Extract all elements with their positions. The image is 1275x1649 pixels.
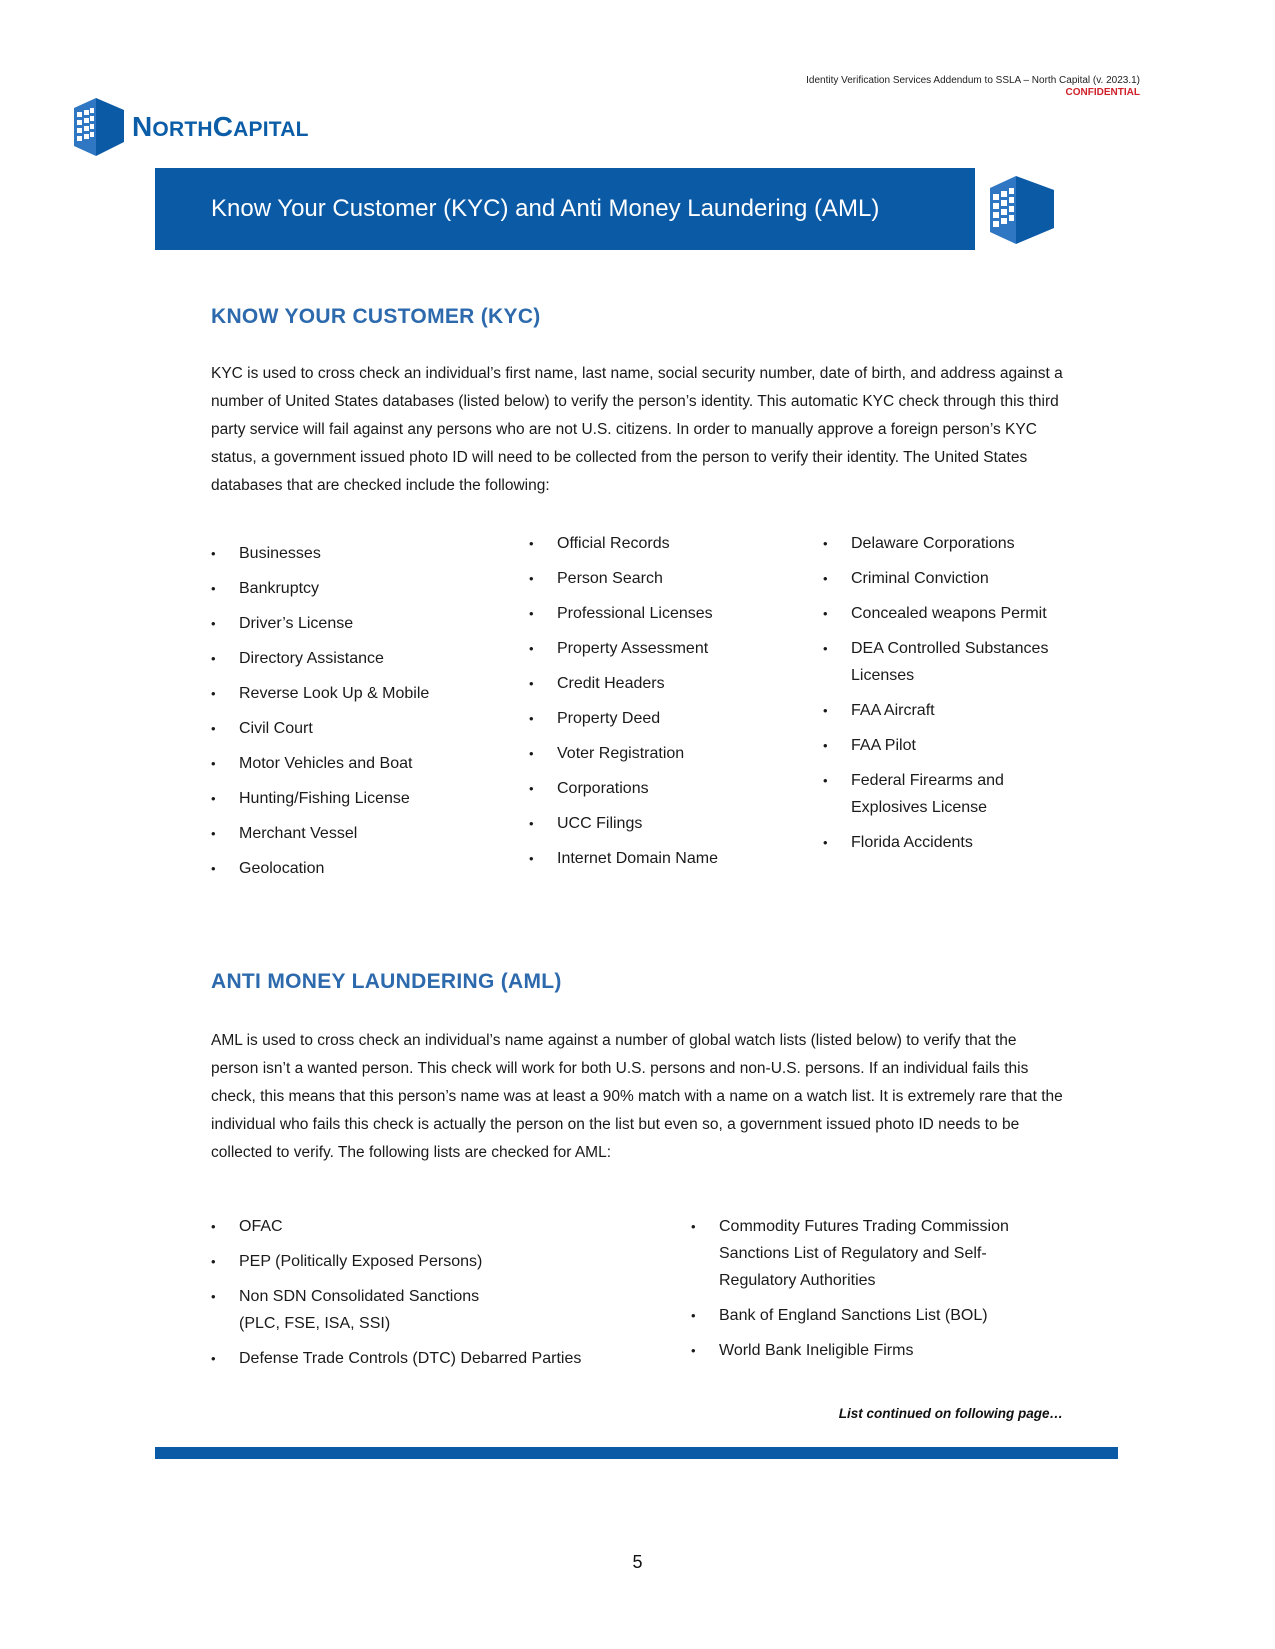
banner-title: Know Your Customer (KYC) and Anti Money Laundering (AML) (211, 195, 880, 222)
list-item: • Defense Trade Controls (DTC) Debarred Parties (211, 1345, 591, 1372)
list-item: • Commodity Futures Trading Commission Sanctions List of Regulatory and Self-Regulatory Authorities (691, 1213, 1011, 1294)
list-item: • Driver’s License (211, 610, 501, 637)
list-item: • OFAC (211, 1213, 591, 1240)
list-item: • Bankruptcy (211, 575, 501, 602)
footer-bar (155, 1447, 1118, 1459)
continued-note: List continued on following page… (838, 1406, 1063, 1421)
list-item: • Directory Assistance (211, 645, 501, 672)
aml-paragraph: AML is used to cross check an individual’s name against a number of global watch lists (listed below) to verify that the person isn’t a wanted person. This check will work for both U.S. persons and non-U.S. persons. If an individual fails this check, this means that this person’s name was at least a 90% match with a name on a watch list. It is extremely rare that the individual who fails this check is actually the person on the list but even so, a government issued photo ID needs to be collected to verify. The following lists are checked for AML: (211, 1032, 1063, 1161)
list-item: • Merchant Vessel (211, 820, 501, 847)
list-item: • Property Assessment (529, 635, 799, 662)
aml-list-col2 (691, 1213, 1011, 1372)
list-item: • Person Search (529, 565, 799, 592)
building-logo-icon (74, 98, 124, 156)
list-item: • Concealed weapons Permit (823, 600, 1073, 627)
list-item: • PEP (Politically Exposed Persons) (211, 1248, 591, 1275)
list-item: • Professional Licenses (529, 600, 799, 627)
list-item: • Civil Court (211, 715, 501, 742)
list-item: • DEA Controlled Substances Licenses (823, 635, 1073, 689)
list-item: • Businesses (211, 540, 501, 567)
list-item: • FAA Pilot (823, 732, 1073, 759)
page-number: 5 (632, 1552, 643, 1572)
kyc-list-col2 (529, 530, 799, 880)
list-item: • Delaware Corporations (823, 530, 1073, 557)
logo-wordmark: NORTHCAPITAL (132, 111, 309, 142)
list-item: • Official Records (529, 530, 799, 557)
document-title: Identity Verification Services Addendum to SSLA – North Capital (v. 2023.1) (806, 75, 1140, 86)
banner-arrow (926, 168, 975, 250)
list-item: • Florida Accidents (823, 829, 1073, 856)
list-item: • Criminal Conviction (823, 565, 1073, 592)
list-item: • Hunting/Fishing License (211, 785, 501, 812)
aml-heading: ANTI MONEY LAUNDERING (AML) (211, 970, 562, 993)
list-item: • Internet Domain Name (529, 845, 799, 872)
north-capital-logo (74, 98, 309, 156)
list-item: • Bank of England Sanctions List (BOL) (691, 1302, 1011, 1329)
confidential-label: CONFIDENTIAL (1065, 87, 1140, 98)
list-item: • World Bank Ineligible Firms (691, 1337, 1011, 1364)
list-item: • Federal Firearms and Explosives License (823, 767, 1073, 821)
kyc-paragraph: KYC is used to cross check an individual’s first name, last name, social security number, date of birth, and address against a number of United States databases (listed below) to verify the person’s identity. This automatic KYC check through this third party service will fail against any persons who are not U.S. citizens. In order to manually approve a foreign person’s KYC status, a government issued photo ID will need to be collected from the person to verify their identity. The United States databases that are checked include the following: (211, 365, 1063, 494)
building-icon (990, 176, 1054, 244)
document-header (806, 75, 1140, 99)
list-item: • FAA Aircraft (823, 697, 1073, 724)
kyc-list-col3 (823, 530, 1073, 864)
list-item: • Voter Registration (529, 740, 799, 767)
list-item: • Reverse Look Up & Mobile (211, 680, 501, 707)
kyc-list-col1 (211, 540, 501, 890)
list-item: • Property Deed (529, 705, 799, 732)
list-item: • Non SDN Consolidated Sanctions (PLC, FSE, ISA, SSI) (211, 1283, 499, 1337)
kyc-heading: KNOW YOUR CUSTOMER (KYC) (211, 305, 541, 328)
list-item: • Geolocation (211, 855, 501, 882)
list-item: • Corporations (529, 775, 799, 802)
aml-list-col1 (211, 1213, 591, 1380)
list-item: • Motor Vehicles and Boat (211, 750, 501, 777)
list-item: • UCC Filings (529, 810, 799, 837)
list-item: • Credit Headers (529, 670, 799, 697)
